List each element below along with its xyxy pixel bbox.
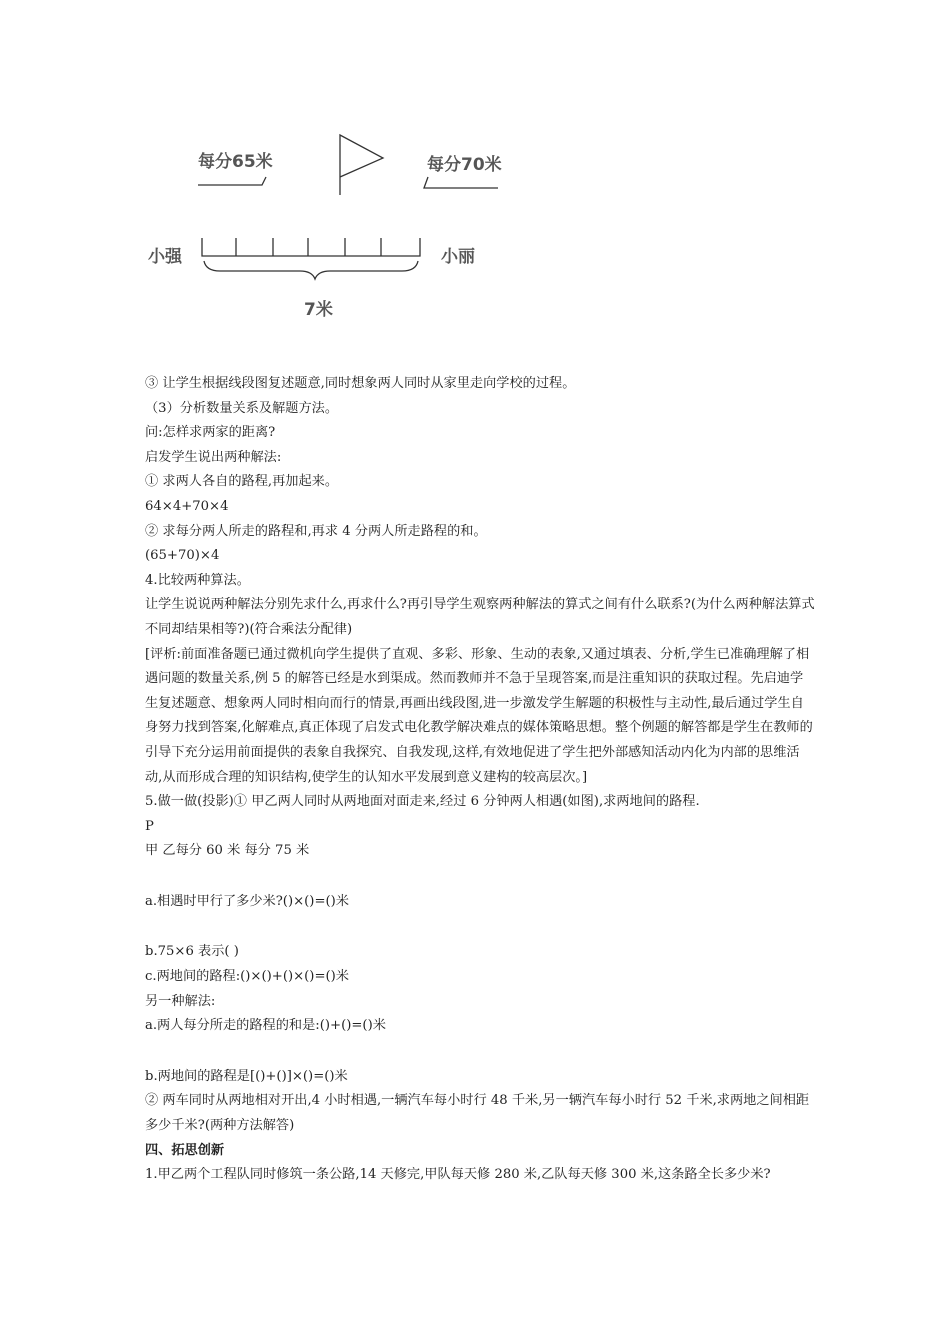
left-person-label: 小强 (148, 247, 182, 267)
flag-icon (340, 135, 383, 195)
text-line: 另一种解法: (145, 993, 216, 1009)
text-line: （3）分析数量关系及解题方法。 (145, 400, 339, 416)
question-b-alt: b.两地间的路程是[()+()]×()=()米 (145, 1068, 348, 1084)
text-line: ③ 让学生根据线段图复述题意,同时想象两人同时从家里走向学校的过程。 (145, 376, 576, 391)
right-speed-label: 每分70米 (427, 155, 502, 175)
text-line: ② 求每分两人所走的路程和,再求 4 分两人所走路程的和。 (145, 523, 487, 539)
section-title: 四、拓思创新 (145, 1142, 225, 1158)
segment-ticks (236, 238, 381, 256)
exercise-extension-1: 1.甲乙两个工程队同时修筑一条公路,14 天修完,甲队每天修 280 米,乙队每天修 300 米,这条路全长多少米? (145, 1167, 771, 1183)
question-c: c.两地间的路程:()×()+()×()=()米 (145, 969, 349, 985)
formula-line: (65+70)×4 (145, 548, 220, 564)
text-line: 启发学生说出两种解法: (145, 449, 282, 465)
distance-label: 7米 (304, 300, 333, 320)
exercise-heading: 5.做一做(投影)① 甲乙两人同时从两地面对面走来,经过 6 分钟两人相遇(如图),求两地间的路程. (145, 794, 700, 810)
right-speed-arrow (424, 177, 498, 188)
lesson-text (145, 372, 815, 1188)
section-heading: 4.比较两种算法。 (145, 572, 250, 588)
question-b: b.75×6 表示( ) (145, 944, 239, 960)
right-person-label: 小丽 (441, 247, 475, 267)
question-a-alt: a.两人每分所走的路程的和是:()+()=()米 (145, 1018, 386, 1034)
road-segment (202, 238, 420, 256)
commentary-paragraph: [评析:前面准备题已通过微机向学生提供了直观、多彩、形象、生动的表象,又通过填表、分析,学生已准确理解了相遇问题的数量关系,例 5 的解答已经是水到渠成。然而教师并不急于呈现答案,而是注重知识的获取过程。先启迪学生复述题意、想象两人同时相向而行的情景,再画出线段图,进一步激发学生解题的积极性与主动性,最后通过学生自身努力找到答案,化解难点,真正体现了启发式电化教学解决难点的媒体策略思想。整个例题的解答都是学生在教师的引导下充分运用前面提供的表象自我探究、自我发现,这样,有效地促进了学生把外部感知活动内化为内部的思维活动,从而形成合理的知识结构,使学生的认知水平发展到意义建构的较高层次。] (145, 646, 813, 785)
formula-line: 64×4+70×4 (145, 498, 229, 514)
figure-point-label: P (145, 818, 154, 834)
distance-brace (204, 261, 418, 279)
text-paragraph: 让学生说说两种解法分别先求什么,再求什么?再引导学生观察两种解法的算式之间有什么联系?(为什么两种解法算式不同却结果相等?)(符合乘法分配律) (145, 597, 815, 637)
line-segment-diagram (140, 125, 520, 335)
left-speed-label: 每分65米 (198, 152, 273, 172)
figure-speed-labels: 甲 乙每分 60 米 每分 75 米 (145, 843, 310, 859)
text-line: ① 求两人各自的路程,再加起来。 (145, 474, 339, 490)
question-a: a.相遇时甲行了多少米?()×()=()米 (145, 893, 349, 909)
exercise-2: ② 两车同时从两地相对开出,4 小时相遇,一辆汽车每小时行 48 千米,另一辆汽车每小时行 52 千米,求两地之间相距多少千米?(两种方法解答) (145, 1093, 810, 1134)
left-speed-arrow (198, 177, 266, 185)
text-line: 问:怎样求两家的距离? (145, 425, 276, 441)
